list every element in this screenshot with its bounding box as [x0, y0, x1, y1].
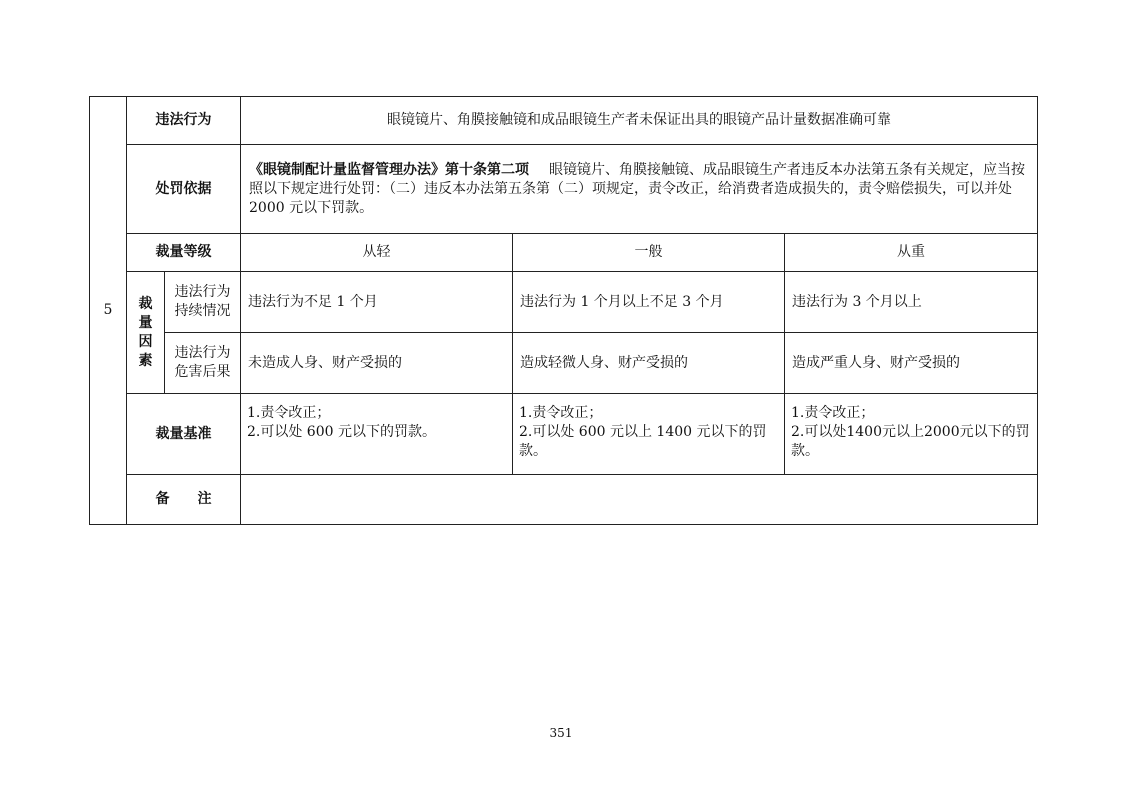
- standard-line: 2.可以处1400元以上2000元以下的罚款。: [791, 424, 1030, 459]
- standard-line: 1.责令改正；: [247, 405, 331, 421]
- remarks-label: 备 注: [127, 475, 241, 525]
- basis-label: 处罚依据: [127, 145, 241, 234]
- factor-cell: 造成严重人身、财产受损的: [785, 333, 1038, 394]
- factor-label-line: 违法行为: [174, 284, 231, 300]
- factor-label-line: 违法行为: [174, 345, 231, 361]
- factor-cell: 未造成人身、财产受损的: [241, 333, 513, 394]
- grade-level-severe: 从重: [785, 234, 1038, 272]
- standard-label: 裁量基准: [127, 394, 241, 475]
- violation-label: 违法行为: [127, 97, 241, 145]
- grade-label: 裁量等级: [127, 234, 241, 272]
- standard-line: 1.责令改正；: [791, 405, 875, 421]
- grade-level-lenient: 从轻: [241, 234, 513, 272]
- basis-content: [241, 145, 1038, 234]
- violation-text: 眼镜镜片、角膜接触镜和成品眼镜生产者未保证出具的眼镜产品计量数据准确可靠: [241, 97, 1038, 145]
- regulation-title: 《眼镜制配计量监督管理办法》第十条第二项: [249, 161, 529, 178]
- factor-cell: 违法行为 1 个月以上不足 3 个月: [513, 272, 785, 333]
- standard-cell-general: [513, 394, 785, 475]
- grade-level-general: 一般: [513, 234, 785, 272]
- remarks-row: [90, 475, 1038, 525]
- factor-label-line: 持续情况: [174, 303, 231, 319]
- factor-label-consequence: [165, 333, 241, 394]
- factor-group-label: [127, 272, 165, 394]
- standard-line: 1.责令改正；: [519, 405, 603, 421]
- basis-row: [90, 145, 1038, 234]
- standard-line: 2.可以处 600 元以上 1400 元以下的罚款。: [519, 424, 767, 459]
- factor-cell: 造成轻微人身、财产受损的: [513, 333, 785, 394]
- factor-label-line: 危害后果: [174, 364, 231, 380]
- factor-cell: 违法行为 3 个月以上: [785, 272, 1038, 333]
- factor-row: [90, 272, 1038, 333]
- standard-line: 2.可以处 600 元以下的罚款。: [247, 424, 436, 440]
- standard-cell-lenient: [241, 394, 513, 475]
- page-number: 351: [549, 726, 573, 740]
- grade-row: [90, 234, 1038, 272]
- standard-row: [90, 394, 1038, 475]
- remarks-content: [241, 475, 1038, 525]
- violation-row: [90, 97, 1038, 145]
- row-number: 5: [90, 97, 127, 525]
- factor-row: [90, 333, 1038, 394]
- basis-text: 眼镜镜片、角膜接触镜、成品眼镜生产者违反本办法第五条有关规定，应当按照以下规定进行处罚：（二）违反本办法第五条第（二）项规定，责令改正，给消费者造成损失的，责令赔偿损失，可以并处 2000 元以下罚款。: [249, 161, 1025, 216]
- factor-cell: 违法行为不足 1 个月: [241, 272, 513, 333]
- standard-cell-severe: [785, 394, 1038, 475]
- factor-group-char: 裁: [138, 295, 153, 312]
- factor-group-char: 因: [138, 333, 153, 350]
- factor-group-char: 量: [138, 314, 153, 331]
- factor-label-duration: [165, 272, 241, 333]
- factor-group-char: 素: [138, 352, 153, 369]
- discretion-table: [89, 96, 1038, 525]
